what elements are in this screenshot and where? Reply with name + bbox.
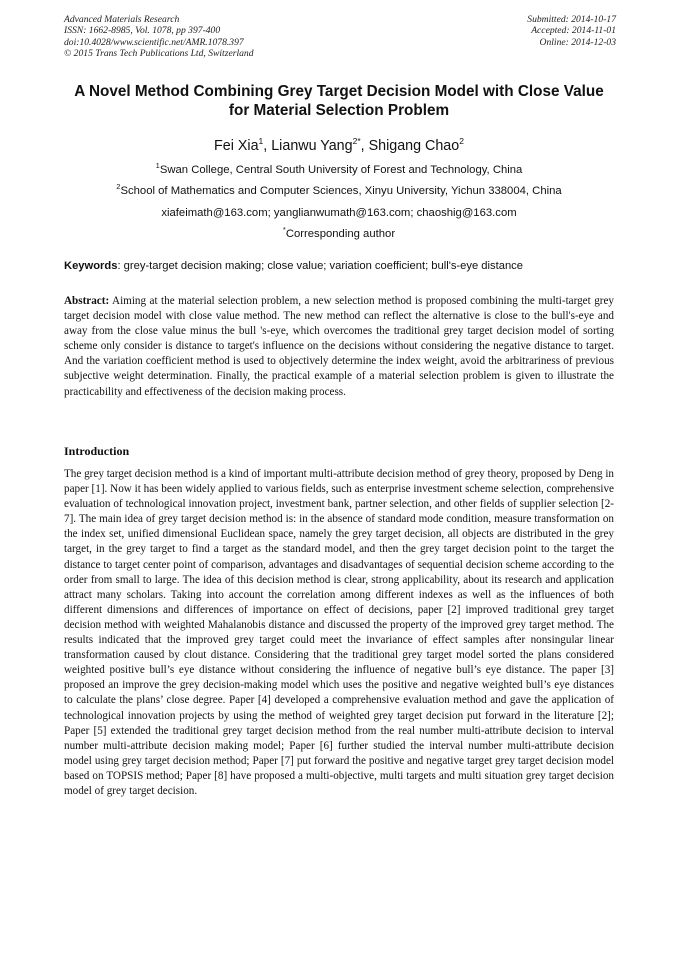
accepted-date: Accepted: 2014-11-01 — [531, 25, 616, 37]
affiliation-text: Swan College, Central South University of Forest and Technology, China — [159, 164, 523, 176]
keywords-text: : grey-target decision making; close value; variation coefficient; bull's-eye distance — [117, 260, 523, 272]
abstract-text: Aiming at the material selection problem, a new selection method is proposed combining the multi-target grey target decision model with close value method. The new method can reflect the alternative is close to the bull's-eye and away from the close value minus the bull 's-eye, which overcomes the traditional grey target decision model of sorting scheme only consider is distance to target's influence on the decisions without considering the negative distance to target. And the variation coefficient method is used to objectively determine the index weight, avoid the arbitrariness of previous subjective weight determination. Finally, the practical example of a material selection problem is given to illustrate the practicability and effectiveness of the decision making process. — [64, 295, 614, 398]
abstract — [64, 294, 614, 400]
author-name: Shigang Chao — [368, 138, 460, 154]
title-line-1: A Novel Method Combining Grey Target Decision Model with Close Value — [74, 83, 604, 100]
affiliation-mark: 2 — [116, 182, 121, 191]
introduction-paragraph: The grey target decision method is a kind of important multi-attribute decision method of grey theory, proposed by Deng in paper [1]. Now it has been widely applied to various fields, such as enterprise investment scheme selection, comprehensive evaluation of technological innovation project, investment bank, partner selection, and other fields of supplier selection [2-7]. The main idea of grey target decision method is: in the absence of standard mode condition, measure transformation on the index set, unified dimensional Euclidean space, namely the grey target decision, all objects are distributed in the grey target, in the grey target to find a target as the standard model, and then the grey target decision point to the target the distance to target center point of comparison, advantages and disadvantages of sequential decision scheme according to the order from small to large. The idea of this decision method is clear, strong applicability, about its research and application attract many scholars. Taking into account the correlation among different indexes as well as the influences of both different dimensions and differences of importance on effect of decisions, paper [2] improved traditional grey target decision method with weighted Mahalanobis distance and discussed the property of the improved grey target method. The results indicated that the improved grey target could meet the invariance of effect samples after nonsingular linear transformation caused by clout distance. Considering that the traditional grey target model sorted the plans considered weighted positive bull’s eye distance without considering the influence of negative bull’s eye distance. The paper [3] proposed an improve the grey decision-making model which uses the positive and negative weighted bull’s eye distances to calculate the plans’ close degree. Paper [4] developed a comprehensive evaluation method and gave the application of technological innovation projects by using the method of weighted grey target decision put forward in the literature [2]; Paper [5] extended the traditional grey target decision method from the real number multi-attribute decision to interval number multi-attribute decision making model; Paper [6] further studied the interval number multi-attribute decision model using grey target decision method; Paper [7] put forward the positive and negative target grey target decision model based on TOPSIS method; Paper [8] have proposed a multi-objective, multi targets and multi situation grey target decision model of grey target decision. — [64, 468, 614, 797]
affiliation-2 — [40, 182, 638, 197]
doi-line: doi:10.4028/www.scientific.net/AMR.1078.397 — [64, 36, 244, 48]
title-line-2: for Material Selection Problem — [228, 102, 450, 119]
paper-title — [52, 82, 626, 120]
author-name: Lianwu Yang — [271, 138, 353, 154]
issn-line: ISSN: 1662-8985, Vol. 1078, pp 397-400 — [64, 25, 221, 37]
affiliation-text: School of Mathematics and Computer Sciences, Xinyu University, Yichun 338004, China — [120, 185, 562, 197]
corresponding-mark: * — [282, 225, 286, 234]
author-emails: xiafeimath@163.com; yanglianwumath@163.com; chaoshig@163.com — [161, 207, 517, 219]
author-affiliation-mark: 1 — [258, 136, 264, 146]
corresponding-text: Corresponding author — [285, 228, 396, 240]
author-separator: , — [360, 138, 369, 154]
abstract-label: Abstract: — [64, 295, 110, 307]
journal-header-right — [527, 14, 616, 48]
affiliation-mark: 1 — [155, 161, 160, 170]
affiliation-1 — [40, 161, 638, 176]
journal-name: Advanced Materials Research — [64, 14, 180, 25]
section-heading-introduction: Introduction — [64, 444, 130, 458]
keywords-label: Keywords — [64, 260, 118, 272]
journal-header-left — [64, 14, 254, 60]
author-affiliation-mark: 2 — [459, 136, 464, 146]
keywords — [64, 260, 523, 272]
copyright-line: © 2015 Trans Tech Publications Ltd, Switzerland — [64, 48, 254, 60]
submitted-date: Submitted: 2014-10-17 — [527, 14, 616, 25]
corresponding-author-note — [40, 225, 638, 240]
author-separator: , — [263, 138, 272, 154]
online-date: Online: 2014-12-03 — [539, 36, 616, 48]
author-name: Fei Xia — [214, 138, 259, 154]
author-affiliation-mark: 2* — [352, 136, 361, 146]
author-list — [40, 138, 638, 154]
